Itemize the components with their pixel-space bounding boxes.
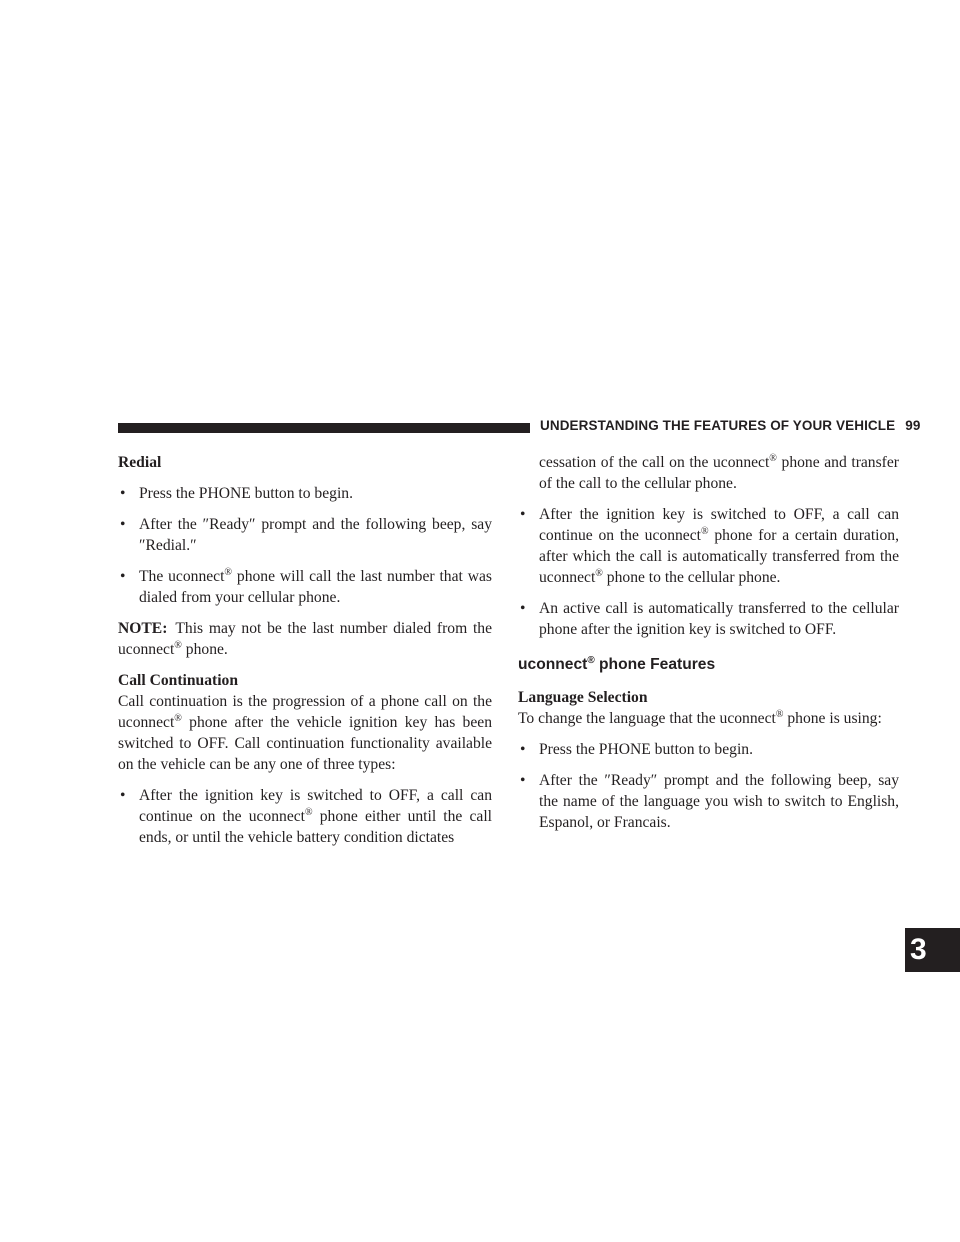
- registered-mark: ®: [769, 452, 777, 464]
- note-label: NOTE:: [118, 620, 168, 637]
- left-column: [118, 452, 492, 848]
- bullet-icon: •: [520, 772, 526, 789]
- bullet-icon: •: [520, 741, 526, 758]
- note: NOTE: This may not be the last number dialed from the uconnect® phone.: [118, 620, 492, 658]
- header-rule: [118, 423, 530, 433]
- list-item: • After the ignition key is switched to OFF, a call can continue on the uconnect® phone for a certain duration, after which the call is automatically transferred from the uconnect® phone to the cellular phone.: [520, 506, 899, 586]
- right-column: [518, 452, 899, 833]
- list-item: • The uconnect® phone will call the last number that was dialed from your cellular phone.: [120, 566, 492, 606]
- header-title: UNDERSTANDING THE FEATURES OF YOUR VEHICLE: [540, 418, 896, 433]
- language-selection-heading: Language Selection: [518, 689, 648, 706]
- list-item: • After the ″Ready″ prompt and the following beep, say ″Redial.″: [120, 516, 492, 554]
- registered-mark: ®: [595, 567, 603, 579]
- list-item: • After the ignition key is switched to OFF, a call can continue on the uconnect® phone either until the call ends, or until the vehicle battery condition dictates: [120, 787, 492, 846]
- list-item: • Press the PHONE button to begin.: [120, 485, 353, 502]
- language-selection-paragraph: To change the language that the uconnect® phone is using:: [518, 708, 882, 727]
- call-continuation-paragraph: Call continuation is the progression of a phone call on the uconnect® phone after the vehicle ignition key has been switched to OFF. Call continuation functionality available on the vehicle can be any one of three types:: [118, 693, 492, 773]
- features-heading: uconnect® phone Features: [518, 654, 716, 673]
- chapter-tab: 3: [905, 928, 960, 972]
- running-header: [540, 418, 920, 433]
- registered-mark: ®: [224, 566, 233, 578]
- registered-mark: ®: [775, 708, 784, 720]
- registered-mark: ®: [174, 712, 182, 724]
- list-item: • After the ″Ready″ prompt and the following beep, say the name of the language you wish to switch to English, Espanol, or Francais.: [520, 772, 899, 831]
- list-item: • Press the PHONE button to begin.: [520, 741, 753, 758]
- list-item-continuation: cessation of the call on the uconnect® phone and transfer of the call to the cellular phone.: [539, 452, 899, 492]
- bullet-icon: •: [520, 600, 526, 617]
- bullet-icon: •: [120, 568, 126, 585]
- bullet-icon: •: [120, 485, 126, 502]
- list-item: • An active call is automatically transferred to the cellular phone after the ignition key is switched to OFF.: [520, 600, 899, 638]
- bullet-icon: •: [120, 516, 126, 533]
- page-number: 99: [905, 418, 921, 433]
- redial-heading: Redial: [118, 454, 162, 471]
- bullet-icon: •: [520, 506, 526, 523]
- registered-mark: ®: [587, 654, 595, 666]
- call-continuation-heading: Call Continuation: [118, 672, 239, 689]
- registered-mark: ®: [305, 806, 313, 818]
- bullet-icon: •: [120, 787, 126, 804]
- registered-mark: ®: [700, 525, 709, 537]
- registered-mark: ®: [174, 639, 182, 651]
